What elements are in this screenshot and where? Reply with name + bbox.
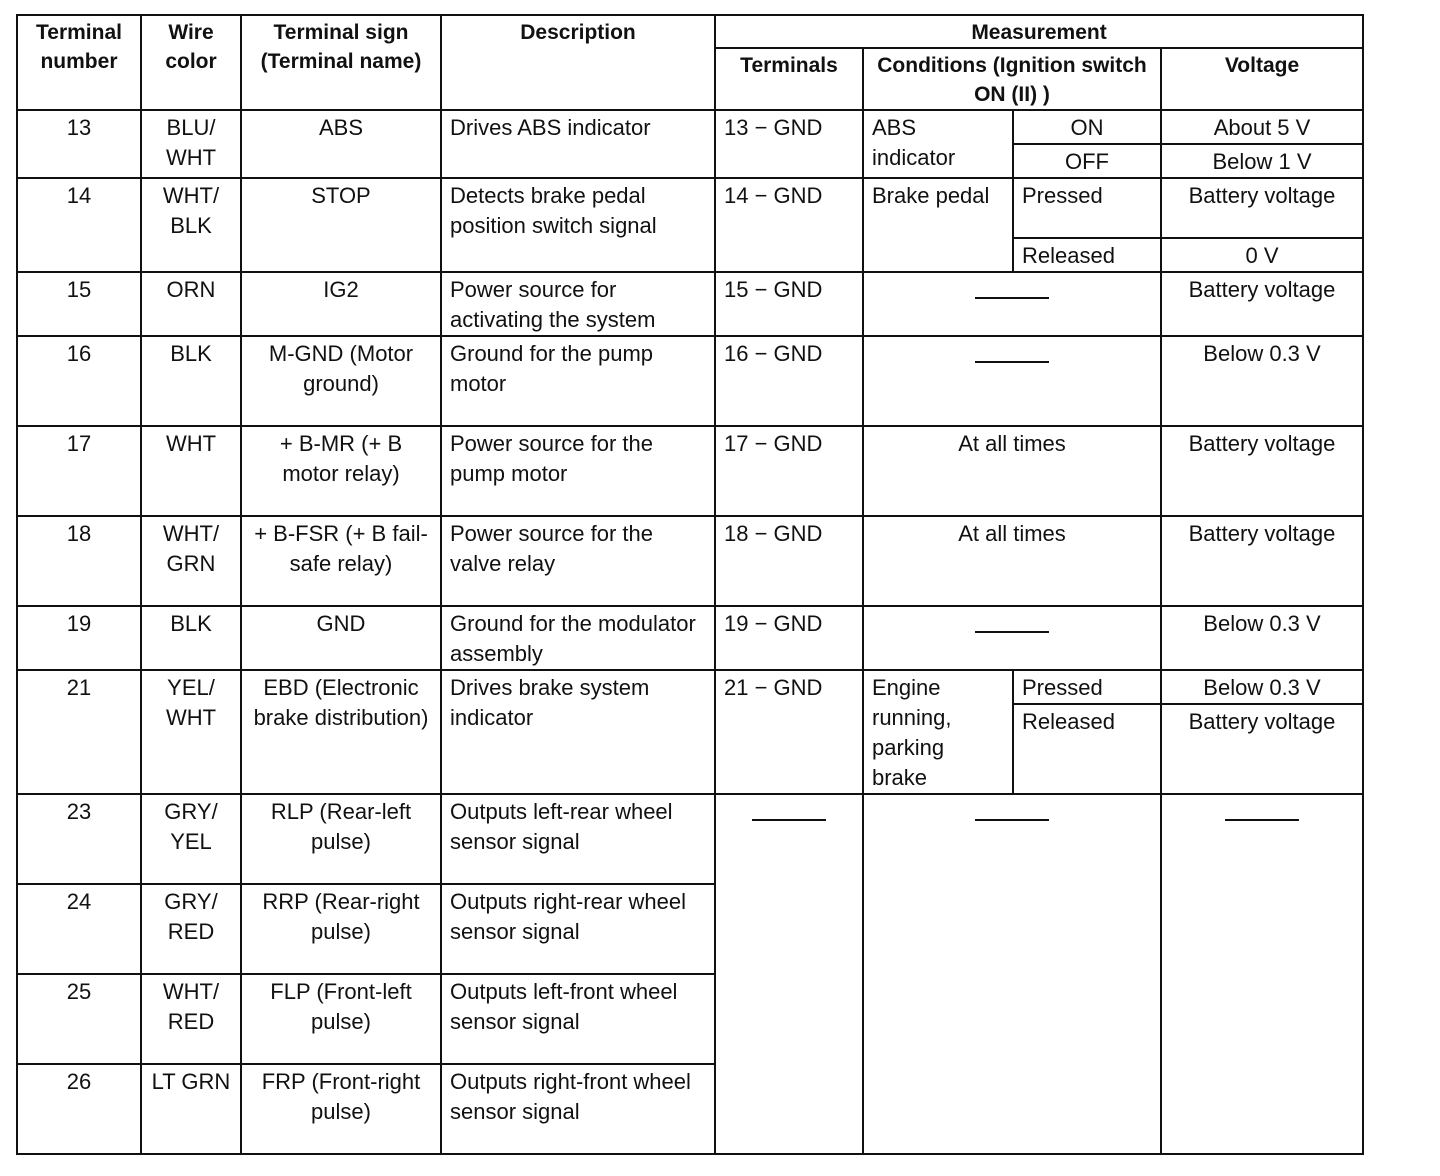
dash-line [752, 819, 826, 821]
terminal-number: 16 [17, 336, 141, 426]
description: Detects brake pedal position switch signal [441, 178, 715, 272]
terminal-sign: STOP [241, 178, 441, 272]
sub-condition: OFF [1013, 144, 1161, 178]
voltage: Battery voltage [1161, 272, 1363, 336]
terminal-sign: FRP (Front-right pulse) [241, 1064, 441, 1154]
table-row [17, 272, 1363, 336]
terminal-sign: ABS [241, 110, 441, 178]
terminal-number: 19 [17, 606, 141, 670]
wire-color: WHT/ GRN [141, 516, 241, 606]
voltage: Below 0.3 V [1161, 336, 1363, 426]
voltage: Below 0.3 V [1161, 670, 1363, 704]
terminal-number: 13 [17, 110, 141, 178]
table-row [17, 178, 1363, 238]
table-row [17, 336, 1363, 426]
table-row [17, 606, 1363, 670]
terminal-number: 25 [17, 974, 141, 1064]
wire-color: BLK [141, 606, 241, 670]
condition: At all times [863, 426, 1161, 516]
terminal-spec-table [16, 14, 1364, 1155]
terminals: 17 − GND [715, 426, 863, 516]
terminal-number: 17 [17, 426, 141, 516]
voltage: Below 0.3 V [1161, 606, 1363, 670]
description: Outputs right-rear wheel sensor signal [441, 884, 715, 974]
terminal-number: 24 [17, 884, 141, 974]
terminals: 15 − GND [715, 272, 863, 336]
description: Outputs left-front wheel sensor signal [441, 974, 715, 1064]
terminal-number: 21 [17, 670, 141, 794]
header-terminal-sign: Terminal sign (Terminal name) [241, 15, 441, 110]
sub-condition: Pressed [1013, 178, 1161, 238]
terminals: 19 − GND [715, 606, 863, 670]
wire-color: GRY/ RED [141, 884, 241, 974]
wire-color: BLK [141, 336, 241, 426]
terminal-sign: + B-MR (+ B motor relay) [241, 426, 441, 516]
dash-line [1225, 819, 1299, 821]
header-measurement: Measurement [715, 15, 1363, 48]
description: Power source for activating the system [441, 272, 715, 336]
dash-line [975, 631, 1049, 633]
voltage: Battery voltage [1161, 426, 1363, 516]
dash-line [975, 819, 1049, 821]
header-terminal-number: Terminal number [17, 15, 141, 110]
condition-none [863, 336, 1161, 426]
terminals: 21 − GND [715, 670, 863, 794]
sub-condition: Pressed [1013, 670, 1161, 704]
condition: At all times [863, 516, 1161, 606]
voltage: About 5 V [1161, 110, 1363, 144]
condition: Engine running, parking brake [863, 670, 1013, 794]
table-row [17, 670, 1363, 704]
header-description: Description [441, 15, 715, 110]
terminal-sign: M-GND (Motor ground) [241, 336, 441, 426]
terminals: 16 − GND [715, 336, 863, 426]
terminal-sign: RRP (Rear-right pulse) [241, 884, 441, 974]
header-wire-color: Wire color [141, 15, 241, 110]
terminal-number: 26 [17, 1064, 141, 1154]
terminal-sign: RLP (Rear-left pulse) [241, 794, 441, 884]
voltage: 0 V [1161, 238, 1363, 272]
condition: ABS indicator [863, 110, 1013, 178]
table-row [17, 794, 1363, 884]
condition: Brake pedal [863, 178, 1013, 272]
table-row [17, 426, 1363, 516]
description: Drives ABS indicator [441, 110, 715, 178]
voltage: Below 1 V [1161, 144, 1363, 178]
terminal-sign: FLP (Front-left pulse) [241, 974, 441, 1064]
voltage: Battery voltage [1161, 178, 1363, 238]
description: Drives brake system indicator [441, 670, 715, 794]
description: Power source for the valve relay [441, 516, 715, 606]
table-row [17, 110, 1363, 144]
terminals: 18 − GND [715, 516, 863, 606]
terminals: 13 − GND [715, 110, 863, 178]
terminal-number: 18 [17, 516, 141, 606]
header-voltage: Voltage [1161, 48, 1363, 110]
dash-line [975, 297, 1049, 299]
wire-color: WHT [141, 426, 241, 516]
condition-none [863, 606, 1161, 670]
wire-color: LT GRN [141, 1064, 241, 1154]
wire-color: ORN [141, 272, 241, 336]
terminals-none [715, 794, 863, 1154]
terminal-sign: + B-FSR (+ B fail-safe relay) [241, 516, 441, 606]
dash-line [975, 361, 1049, 363]
voltage: Battery voltage [1161, 704, 1363, 794]
wire-color: BLU/ WHT [141, 110, 241, 178]
wire-color: WHT/ BLK [141, 178, 241, 272]
header-terminals: Terminals [715, 48, 863, 110]
condition-none [863, 794, 1161, 1154]
description: Ground for the pump motor [441, 336, 715, 426]
wire-color: GRY/ YEL [141, 794, 241, 884]
wire-color: YEL/ WHT [141, 670, 241, 794]
sub-condition: Released [1013, 704, 1161, 794]
voltage-none [1161, 794, 1363, 1154]
voltage: Battery voltage [1161, 516, 1363, 606]
condition-none [863, 272, 1161, 336]
description: Power source for the pump motor [441, 426, 715, 516]
sub-condition: ON [1013, 110, 1161, 144]
terminal-number: 23 [17, 794, 141, 884]
sub-condition: Released [1013, 238, 1161, 272]
terminal-sign: GND [241, 606, 441, 670]
header-conditions: Conditions (Ignition switch ON (II) ) [863, 48, 1161, 110]
terminal-sign: IG2 [241, 272, 441, 336]
description: Outputs left-rear wheel sensor signal [441, 794, 715, 884]
terminals: 14 − GND [715, 178, 863, 272]
terminal-number: 14 [17, 178, 141, 272]
description: Ground for the modulator assembly [441, 606, 715, 670]
description: Outputs right-front wheel sensor signal [441, 1064, 715, 1154]
wire-color: WHT/ RED [141, 974, 241, 1064]
terminal-number: 15 [17, 272, 141, 336]
terminal-sign: EBD (Electronic brake distribution) [241, 670, 441, 794]
table-row [17, 516, 1363, 606]
